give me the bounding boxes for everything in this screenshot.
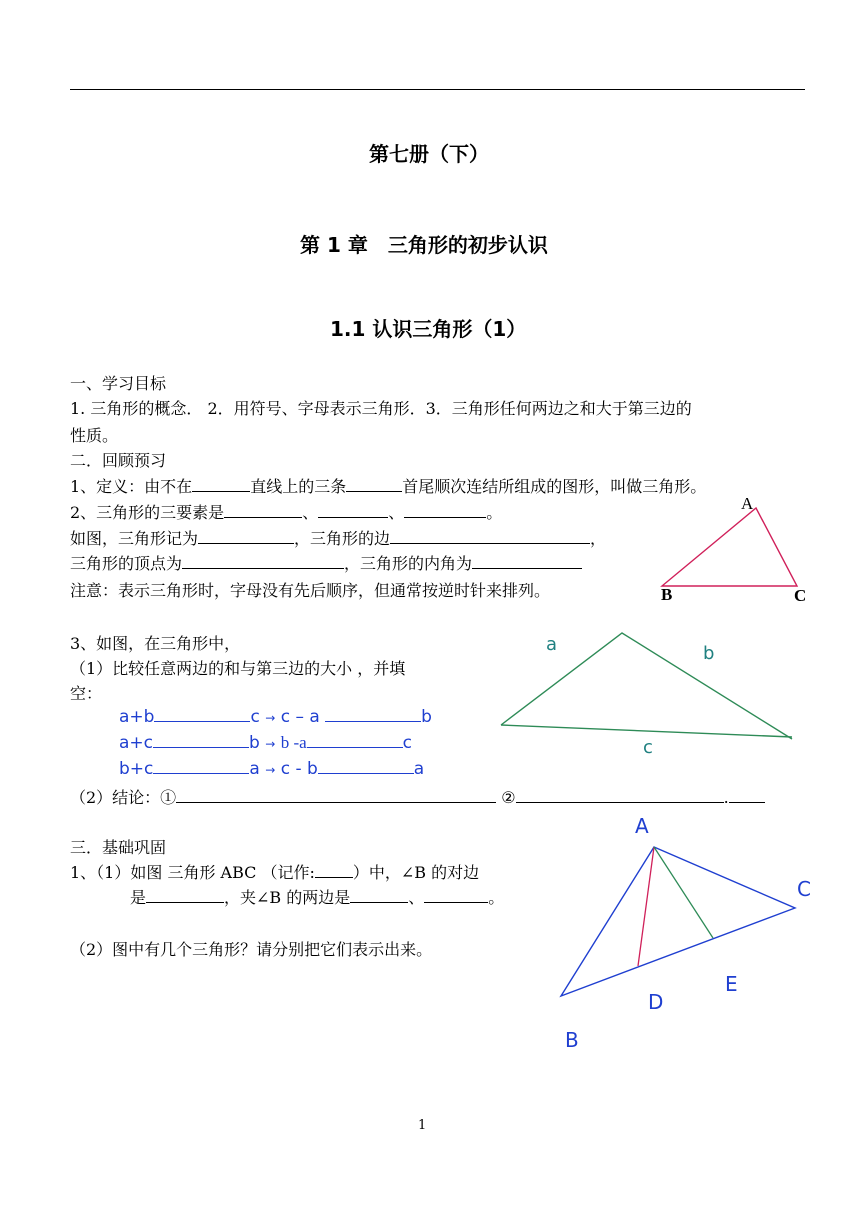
definition-text-a: 1、定义：由不在 (70, 477, 193, 496)
part3-q1-line2 (130, 886, 504, 910)
row2-blank-1[interactable] (153, 733, 249, 748)
row3-left: b+c (119, 759, 154, 779)
q3-intro: 3、如图，在三角形中， (70, 634, 241, 653)
part3-heading: 三．基础巩固 (70, 838, 167, 857)
row1-right: c – a (280, 707, 320, 727)
elements-sep-1: 、 (302, 503, 319, 522)
vertex-text-b: ，三角形的内角为 (344, 554, 473, 573)
conclusion-line (70, 786, 765, 810)
part3-q1-line1 (70, 861, 479, 885)
part2-heading: 二．回顾预习 (70, 451, 167, 470)
vertex-blank-1[interactable] (182, 554, 344, 569)
fig1-label-b: B (661, 585, 673, 604)
triangle-abc-shape (662, 508, 797, 586)
fig3-label-e: E (725, 972, 738, 996)
fig2-label-c: c (643, 737, 653, 758)
part3-q1-text-a: 1、（1）如图 三角形 ABC （记作: (70, 863, 315, 882)
row3-blank-1[interactable] (153, 759, 249, 774)
vertex-line (70, 552, 582, 576)
conclusion-circle-2: ② (501, 788, 516, 807)
fig3-label-c: C (797, 877, 811, 901)
elements-end: 。 (486, 503, 503, 522)
cevian-ad (638, 847, 654, 966)
row1-left: a+b (119, 707, 155, 727)
part3-q1-end: 。 (488, 888, 505, 907)
part3-q1-blank-1[interactable] (315, 863, 353, 878)
cevian-ae (654, 847, 713, 938)
triangle-sides-ab (501, 633, 792, 739)
row1-blank-2[interactable] (325, 707, 421, 722)
row1-blank-1[interactable] (154, 707, 250, 722)
part3-q1-text-d: ，夹∠B 的两边是 (224, 888, 351, 907)
fig1-label-a: A (741, 494, 754, 513)
part1-heading: 一、学习目标 (70, 374, 167, 393)
part3-q1-sub2: （2）图中有几个三角形？请分别把它们表示出来。 (70, 940, 433, 959)
part1-line1: 1. 三角形的概念． 2．用符号、字母表示三角形．3．三角形任何两边之和大于第三边的 (70, 399, 692, 418)
conclusion-blank-1[interactable] (176, 788, 496, 803)
row2-mid: b (249, 733, 260, 753)
elements-sep-2: 、 (388, 503, 405, 522)
figure-triangle-sides (495, 625, 805, 750)
part3-q1-blank-3[interactable] (350, 888, 408, 903)
notation-blank-1[interactable] (198, 529, 294, 544)
elements-blank-3[interactable] (404, 503, 486, 518)
row2-left: a+c (119, 733, 154, 753)
row2-right: b -a (280, 733, 307, 752)
elements-line (70, 501, 502, 525)
notation-blank-2[interactable] (390, 529, 590, 544)
part3-q1-sep: 、 (408, 888, 425, 907)
elements-blank-1[interactable] (224, 503, 302, 518)
row3-arrow-icon: → (265, 763, 276, 777)
conclusion-blank-2[interactable] (516, 788, 724, 803)
row3-mid: a (249, 759, 260, 779)
row2-blank-2[interactable] (307, 733, 403, 748)
row1-end: b (421, 707, 432, 727)
vertex-blank-2[interactable] (472, 554, 582, 569)
notation-text-b: ，三角形的边 (294, 529, 391, 548)
fig1-label-c: C (794, 586, 807, 605)
inequality-row-2 (119, 733, 412, 753)
elements-blank-2[interactable] (318, 503, 388, 518)
part3-q1-blank-2[interactable] (146, 888, 224, 903)
row3-right: c - b (280, 759, 318, 779)
q3-sub1-line1: （1）比较任意两边的和与第三边的大小 ，并填 (70, 659, 406, 678)
definition-text-c: 首尾顺次连结所组成的图形，叫做三角形。 (402, 477, 707, 496)
row2-arrow-icon: → (265, 737, 276, 751)
fig2-label-b: b (703, 643, 715, 664)
part3-q1-blank-4[interactable] (424, 888, 488, 903)
part1-line2: 性质。 (70, 426, 119, 445)
definition-line (70, 475, 706, 499)
section-title: 1.1 认识三角形（1） (330, 317, 527, 341)
conclusion-blank-3 (729, 788, 765, 803)
definition-blank-2[interactable] (346, 477, 402, 492)
triangle-side-c (501, 725, 792, 737)
notation-text-a: 如图，三角形记为 (70, 529, 199, 548)
chapter-title: 第 1 章 三角形的初步认识 (300, 233, 548, 257)
row2-end: c (402, 733, 413, 753)
q3-sub1-line2: 空： (70, 684, 103, 703)
part3-q1-text-c: 是 (130, 888, 147, 907)
definition-text-b: 直线上的三条 (250, 477, 347, 496)
triangle-abc-outline (561, 847, 795, 996)
row3-blank-2[interactable] (318, 759, 414, 774)
fig2-label-a: a (546, 634, 558, 655)
definition-blank-1[interactable] (192, 477, 250, 492)
note-line: 注意：表示三角形时，字母没有先后顺序，但通常按逆时针来排列。 (70, 581, 551, 600)
conclusion-text: （2）结论：① (70, 788, 177, 807)
book-title: 第七册（下） (369, 142, 489, 166)
inequality-row-1 (119, 707, 432, 727)
header-rule (70, 89, 805, 90)
row3-end: a (413, 759, 425, 779)
fig3-label-d: D (648, 990, 664, 1014)
conclusion-period: . (723, 788, 729, 807)
vertex-text-a: 三角形的顶点为 (70, 554, 183, 573)
part3-q1-text-b: ）中，∠B 的对边 (352, 863, 480, 882)
figure-triangle-cevians (550, 835, 810, 1005)
fig3-label-b: B (565, 1028, 579, 1052)
elements-text: 2、三角形的三要素是 (70, 503, 225, 522)
row1-mid: c (250, 707, 260, 727)
page-number: 1 (418, 1118, 427, 1133)
row1-arrow-icon: → (265, 711, 276, 725)
fig3-label-a: A (635, 814, 649, 838)
notation-line (70, 527, 606, 551)
inequality-row-3 (119, 759, 424, 779)
notation-end: ， (590, 529, 607, 548)
